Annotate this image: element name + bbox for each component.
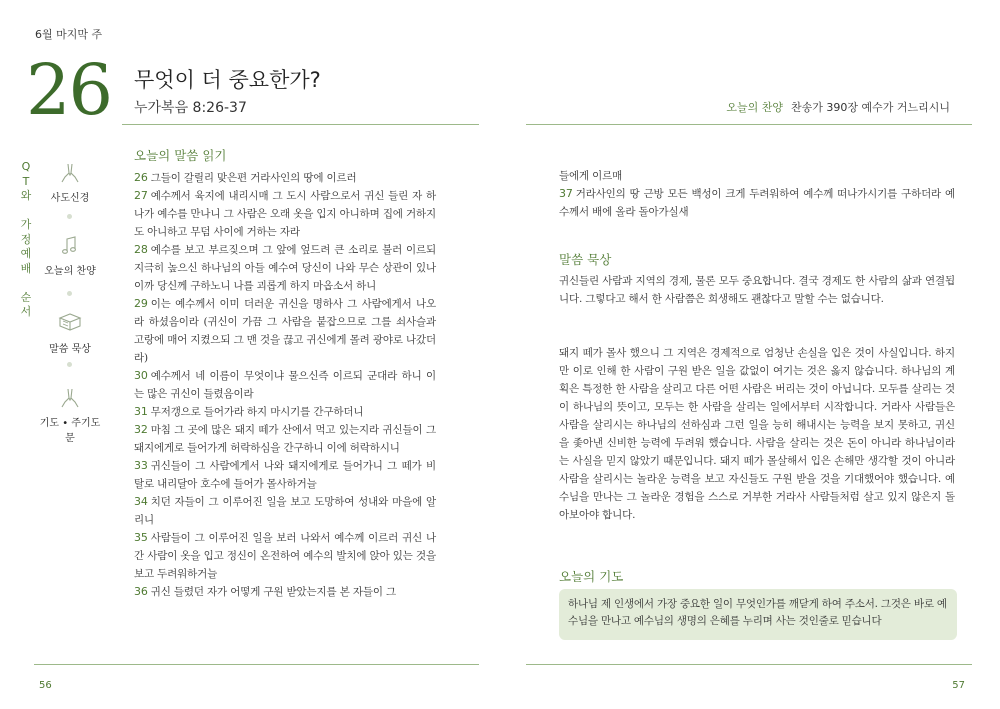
step-todays-hymn xyxy=(35,236,105,277)
verse xyxy=(134,529,436,583)
step-meditation xyxy=(35,312,105,355)
verse-text: 치던 자들이 그 이루어진 일을 보고 도망하여 성내와 마을에 알리니 xyxy=(134,496,436,526)
verse-text: 예수를 보고 부르짖으며 그 앞에 엎드려 큰 소리로 불러 이르되 지극히 높으신 하나님의 아들 예수여 당신이 나와 무슨 상관이 있나이까 당신께 구하노니 나를 괴롭게 하지 마옵소서 하니 xyxy=(134,244,436,292)
hymn-text: 찬송가 390장 예수가 거느리시니 xyxy=(791,101,950,114)
verse xyxy=(134,187,436,241)
verse xyxy=(134,421,436,457)
page-title: 무엇이 더 중요한가? xyxy=(134,68,321,92)
vtitle-char: 가 xyxy=(20,218,32,231)
vtitle-char: Q xyxy=(21,160,31,173)
verse-text: 예수께서 육지에 내리시매 그 도시 사람으로서 귀신 들린 자 하나가 예수를 만나니 그 사람은 오래 옷을 입지 아니하며 집에 거하지도 아니하고 무덤 사이에 거하는 자라 xyxy=(134,190,436,238)
page-number-left: 56 xyxy=(39,680,52,691)
verse-number: 30 xyxy=(134,369,148,382)
verse-number: 32 xyxy=(134,423,148,436)
sidebar-vertical-title xyxy=(19,160,33,320)
verse-number: 29 xyxy=(134,297,148,310)
verse xyxy=(134,403,436,421)
step-label: 말씀 묵상 xyxy=(49,344,91,355)
music-note-icon xyxy=(59,236,81,256)
vtitle-char: 예 xyxy=(20,247,32,260)
verse xyxy=(134,493,436,529)
step-label: 오늘의 찬양 xyxy=(44,266,96,277)
step-label: 기도 • 주기도문 xyxy=(39,418,101,444)
vtitle-gap xyxy=(19,204,33,219)
vtitle-char: 서 xyxy=(20,305,32,318)
step-label: 사도신경 xyxy=(50,193,90,204)
verse-text: 무저갱으로 들어가라 하지 마시기를 간구하더니 xyxy=(150,406,364,418)
verse-text: 귀신 들렸던 자가 어떻게 구원 받았는지를 본 자들이 그 xyxy=(150,586,397,598)
vtitle-char: 정 xyxy=(20,232,32,246)
vtitle-gap xyxy=(19,276,33,291)
verse xyxy=(134,169,436,187)
header-rule-right xyxy=(526,124,972,125)
vtitle-char: T xyxy=(22,174,30,188)
verse-number: 37 xyxy=(559,187,573,200)
step-apostles-creed xyxy=(35,163,105,204)
footer-rule-right xyxy=(526,664,972,665)
verse-number: 31 xyxy=(134,405,148,418)
vtitle-char: 와 xyxy=(20,189,32,202)
bible-icon xyxy=(57,312,83,334)
verse xyxy=(134,457,436,493)
verse-number: 35 xyxy=(134,531,148,544)
verse xyxy=(134,583,436,601)
verse-number: 34 xyxy=(134,495,148,508)
prayer-box: 하나님 제 인생에서 가장 중요한 일이 무엇인가를 깨닫게 하여 주소서. 그것은 바로 예수님을 만나고 예수님의 생명의 은혜를 누리며 사는 것인줄로 믿습니다 xyxy=(559,589,957,640)
verse-text: 사람들이 그 이루어진 일을 보러 나와서 예수께 이르러 귀신 나간 사람이 옷을 입고 정신이 온전하여 예수의 발치에 앉아 있는 것을 보고 두려워하거늘 xyxy=(134,532,436,580)
verse-text: 이는 예수께서 이미 더러운 귀신을 명하사 그 사람에게서 나오라 하셨음이라 (귀신이 가끔 그 사람을 붙잡으므로 그를 쇠사슬과 고랑에 매어 지켰으되 그 맨 것을 끊고 귀신에게 몰려 광야로 나갔더라) xyxy=(134,298,436,364)
prayer-heading: 오늘의 기도 xyxy=(559,569,624,584)
header-rule-left xyxy=(122,124,479,125)
verse-number: 28 xyxy=(134,243,148,256)
step-divider-dot xyxy=(67,362,72,367)
verse-number: 27 xyxy=(134,189,148,202)
verse-continuation: 들에게 이르매 xyxy=(559,170,623,182)
footer-rule-left xyxy=(34,664,479,665)
vtitle-char: 배 xyxy=(20,261,32,275)
scripture-reference: 누가복음 8:26-37 xyxy=(134,100,247,116)
day-number: 26 xyxy=(26,49,112,131)
praying-hands-icon xyxy=(59,163,81,183)
verse-number: 33 xyxy=(134,459,148,472)
verse-text: 예수께서 네 이름이 무엇이냐 물으신즉 이르되 군대라 하니 이는 많은 귀신이 들렸음이라 xyxy=(134,370,436,400)
step-divider-dot xyxy=(67,291,72,296)
verse xyxy=(559,185,955,221)
week-label: 6월 마지막 주 xyxy=(35,28,103,41)
step-prayer xyxy=(35,388,105,444)
verse-text: 귀신들이 그 사람에게서 나와 돼지에게로 들어가니 그 떼가 비탈로 내리달아 호수에 들어가 몰사하거늘 xyxy=(134,460,436,490)
hymn-label: 오늘의 찬양 xyxy=(726,101,783,114)
verse-number: 36 xyxy=(134,585,148,598)
praying-hands-icon xyxy=(59,388,81,408)
verse xyxy=(134,241,436,295)
verse-text: 거라사인의 땅 근방 모든 백성이 크게 두려워하여 예수께 떠나가시기를 구하더라 예수께서 배에 올라 돌아가실새 xyxy=(559,188,955,218)
todays-hymn xyxy=(726,99,950,115)
scripture-heading: 오늘의 말씀 읽기 xyxy=(134,148,227,163)
verse-number: 26 xyxy=(134,171,148,184)
page-number-right: 57 xyxy=(952,680,965,691)
scripture-continuation xyxy=(559,167,955,221)
scripture-text xyxy=(134,169,436,601)
verse xyxy=(134,367,436,403)
meditation-heading: 말씀 묵상 xyxy=(559,252,612,267)
meditation-paragraph-1: 귀신들린 사람과 지역의 경제, 물론 모두 중요합니다. 결국 경제도 한 사람의 삶과 연결됩니다. 그렇다고 해서 한 사람쯤은 희생해도 괜찮다고 말할 수는 없습니다. xyxy=(559,275,955,305)
verse-text: 마침 그 곳에 많은 돼지 떼가 산에서 먹고 있는지라 귀신들이 그 돼지에게로 들어가게 허락하심을 간구하니 이에 허락하시니 xyxy=(134,424,436,454)
vtitle-char: 순 xyxy=(20,290,32,304)
step-divider-dot xyxy=(67,214,72,219)
meditation-paragraph-2: 돼지 떼가 몰사 했으니 그 지역은 경제적으로 엄청난 손실을 입은 것이 사실입니다. 하지만 이로 인해 한 사람이 구원 받은 일을 값없이 여기는 것은 옳지 않습니다. 하나님의 계획은 특정한 한 사람을 살리고 다른 어떤 사람은 버리는 것이 아닙니다. 모두를 살리는 것이 하나님의 뜻이고, 모두는 한 사람을 살리는 일에서부터 시작합니다. 거라사 사람들은 사람을 살리시는 하나님의 선하심과 그런 일을 능히 해내시는 능력을 보지 못하고, 귀신을 좇아낸 신비한 능력에 두려워 했습니다. 사람을 살리는 것은 돈이 아니라 하나님이라는 사실을 믿지 않았기 때문입니다. 돼지 떼가 몰살해서 입은 손해만 생각할 것이 아니라 사람을 살리시는 놀라운 능력을 보고 자신들도 구원 받을 것을 기대했어야 했습니다. 예수님을 만나는 그 놀라운 경험을 스스로 거부한 거라사 사람들처럼 살고 있지 않은지 돌아보아야 합니다. xyxy=(559,347,955,521)
verse-text: 그들이 갈릴리 맞은편 거라사인의 땅에 이르러 xyxy=(150,172,357,184)
verse xyxy=(134,295,436,367)
